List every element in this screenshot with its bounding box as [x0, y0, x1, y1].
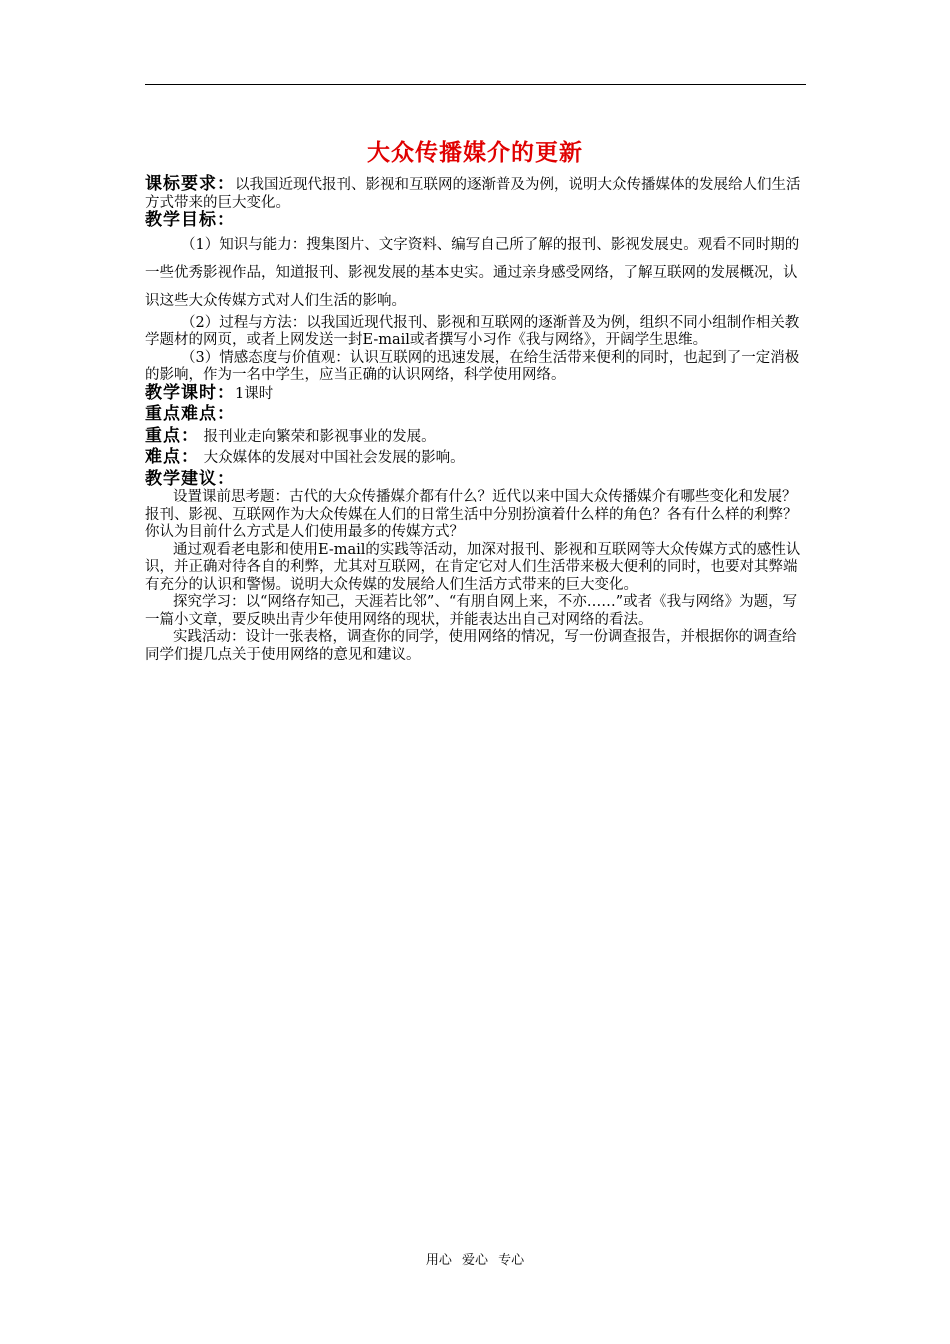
curriculum-text: 以我国近现代报刊、影视和互联网的逐渐普及为例，说明大众传播媒体的发展给人们生活方式带来的巨大变化。 [145, 177, 801, 211]
objectives-heading [145, 212, 810, 231]
document-title: 大众传播媒介的更新 [367, 139, 583, 166]
header-rule [145, 84, 806, 85]
objective-item-2: （2）过程与方法：以我国近现代报刊、影视和互联网的逐渐普及为例，组织不同小组制作相关教学题材的网页，或者上网发送一封E-mail或者撰写小习作《我与网络》，开阔学生思维。 [145, 314, 800, 348]
key-points-heading [145, 406, 810, 425]
suggestions-heading [145, 468, 810, 490]
objective-item-3: （3）情感态度与价值观：认识互联网的迅速发展，在给生活带来便利的同时，也起到了一定消极的影响，作为一名中学生，应当正确的认识网络，科学使用网络。 [145, 349, 800, 383]
suggestion-item-1: 设置课前思考题：古代的大众传播媒介都有什么？近代以来中国大众传播媒介有哪些变化和发展？报刊、影视、互联网作为大众传媒在人们的日常生活中分别扮演着什么样的角色？各有什么样的利弊？你认为目前什么方式是人们使用最多的传媒方式？ [145, 489, 798, 540]
difficulty-paragraph [145, 449, 810, 468]
focus-text: 报刊业走向繁荣和影视事业的发展。 [203, 428, 436, 445]
suggestion-item-4: 实践活动：设计一张表格，调查你的同学，使用网络的情况，写一份调查报告，并根据你的调查给同学们提几点关于使用网络的意见和建议。 [145, 629, 797, 663]
difficulty-label: 难点： [145, 447, 199, 467]
focus-paragraph [145, 425, 810, 447]
suggestion-item-3: 探究学习：以“网络存知己，天涯若比邻”、“有朋自网上来，不亦……”或者《我与网络》为题，写一篇小文章，要反映出青少年使用网络的现状，并能表达出自己对网络的看法。 [145, 594, 798, 628]
suggestions-label: 教学建议： [145, 468, 235, 489]
page-footer: 用心 爱心 专心 [425, 1253, 525, 1268]
curriculum-label: 课标要求： [145, 174, 235, 194]
focus-label: 重点： [145, 425, 199, 446]
hours-text: 1课时 [235, 385, 274, 402]
objective-item-1: （1）知识与能力：搜集图片、文字资料、编写自己所了解的报刊、影视发展史。观看不同时期的一些优秀影视作品，知道报刊、影视发展的基本史实。通过亲身感受网络，了解互联网的发展概况，认识这些大众传媒方式对人们生活的影响。 [145, 236, 800, 309]
key-points-label: 重点难点： [145, 404, 235, 424]
hours-paragraph [145, 382, 810, 404]
curriculum-paragraph [145, 176, 810, 212]
hours-label: 教学课时： [145, 382, 235, 403]
suggestion-item-2: 通过观看老电影和使用E-mail的实践等活动，加深对报刊、影视和互联网等大众传媒方式的感性认识，并正确对待各自的利弊，尤其对互联网，在肯定它对人们生活带来极大便利的同时，也要对其弊端有充分的认识和警惕。说明大众传媒的发展给人们生活方式带来的巨大变化。 [145, 541, 801, 593]
objectives-label: 教学目标： [145, 210, 235, 230]
difficulty-text: 大众媒体的发展对中国社会发展的影响。 [203, 450, 465, 466]
document-body [145, 176, 810, 664]
